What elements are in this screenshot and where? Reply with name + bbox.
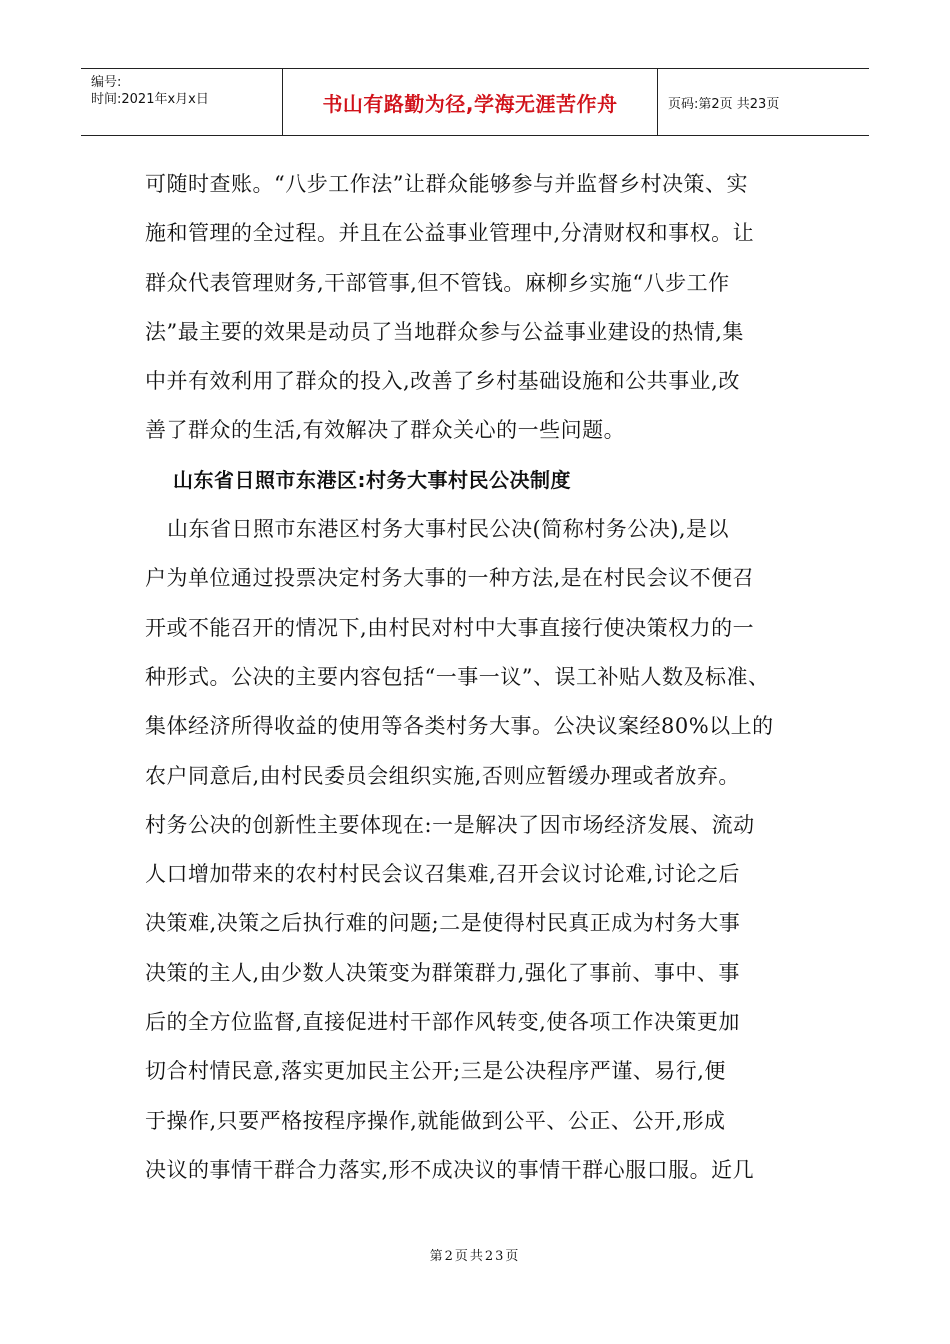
body-line: 决议的事情干群合力落实,形不成决议的事情干群心服口服。近几 bbox=[145, 1157, 755, 1182]
body-line: 法”最主要的效果是动员了当地群众参与公益事业建设的热情,集 bbox=[145, 319, 744, 344]
page-number-label: 页码:第2页 共23页 bbox=[668, 96, 780, 112]
header-page-cell bbox=[658, 69, 869, 135]
section-heading: 山东省日照市东港区:村务大事村民公决制度 bbox=[173, 467, 571, 492]
body-line: 种形式。公决的主要内容包括“一事一议”、误工补贴人数及标准、 bbox=[145, 664, 770, 689]
body-line: 于操作,只要严格按程序操作,就能做到公平、公正、公开,形成 bbox=[145, 1108, 726, 1133]
body-line: 人口增加带来的农村村民会议召集难,召开会议讨论难,讨论之后 bbox=[145, 862, 740, 887]
header-motto-cell bbox=[283, 69, 658, 135]
body-line: 施和管理的全过程。并且在公益事业管理中,分清财权和事权。让 bbox=[145, 221, 755, 246]
body-line: 决策的主人,由少数人决策变为群策群力,强化了事前、事中、事 bbox=[145, 960, 740, 985]
body-line: 山东省日照市东港区村务大事村民公决(简称村务公决),是以 bbox=[167, 517, 730, 542]
body-line: 村务公决的创新性主要体现在:一是解决了因市场经济发展、流动 bbox=[145, 812, 755, 837]
body-line: 集体经济所得收益的使用等各类村务大事。公决议案经80%以上的 bbox=[145, 714, 774, 739]
document-body bbox=[145, 160, 815, 1195]
body-line: 决策难,决策之后执行难的问题;二是使得村民真正成为村务大事 bbox=[145, 911, 741, 936]
body-line: 切合村情民意,落实更加民主公开;三是公决程序严谨、易行,便 bbox=[145, 1059, 726, 1084]
body-line: 开或不能召开的情况下,由村民对村中大事直接行使决策权力的一 bbox=[145, 615, 755, 640]
body-line: 可随时查账。“八步工作法”让群众能够参与并监督乡村决策、实 bbox=[145, 172, 748, 196]
body-line: 农户同意后,由村民委员会组织实施,否则应暂缓办理或者放弃。 bbox=[145, 763, 740, 788]
date-label: 时间:2021年x月x日 bbox=[91, 92, 209, 107]
body-line: 户为单位通过投票决定村务大事的一种方法,是在村民会议不便召 bbox=[145, 566, 755, 591]
page-footer bbox=[0, 1245, 950, 1264]
footer-page-number: 第2页共23页 bbox=[429, 1249, 521, 1264]
body-line: 中并有效利用了群众的投入,改善了乡村基础设施和公共事业,改 bbox=[145, 369, 740, 394]
document-number-label: 编号: bbox=[91, 75, 122, 90]
body-line: 善了群众的生活,有效解决了群众关心的一些问题。 bbox=[145, 418, 626, 443]
body-line: 群众代表管理财务,干部管事,但不管钱。麻柳乡实施“八步工作 bbox=[145, 270, 730, 295]
body-line: 后的全方位监督,直接促进村干部作风转变,使各项工作决策更加 bbox=[145, 1010, 740, 1035]
page-header bbox=[81, 68, 869, 136]
header-info-cell bbox=[81, 69, 283, 135]
motto-text: 书山有路勤为径,学海无涯苦作舟 bbox=[322, 91, 618, 116]
